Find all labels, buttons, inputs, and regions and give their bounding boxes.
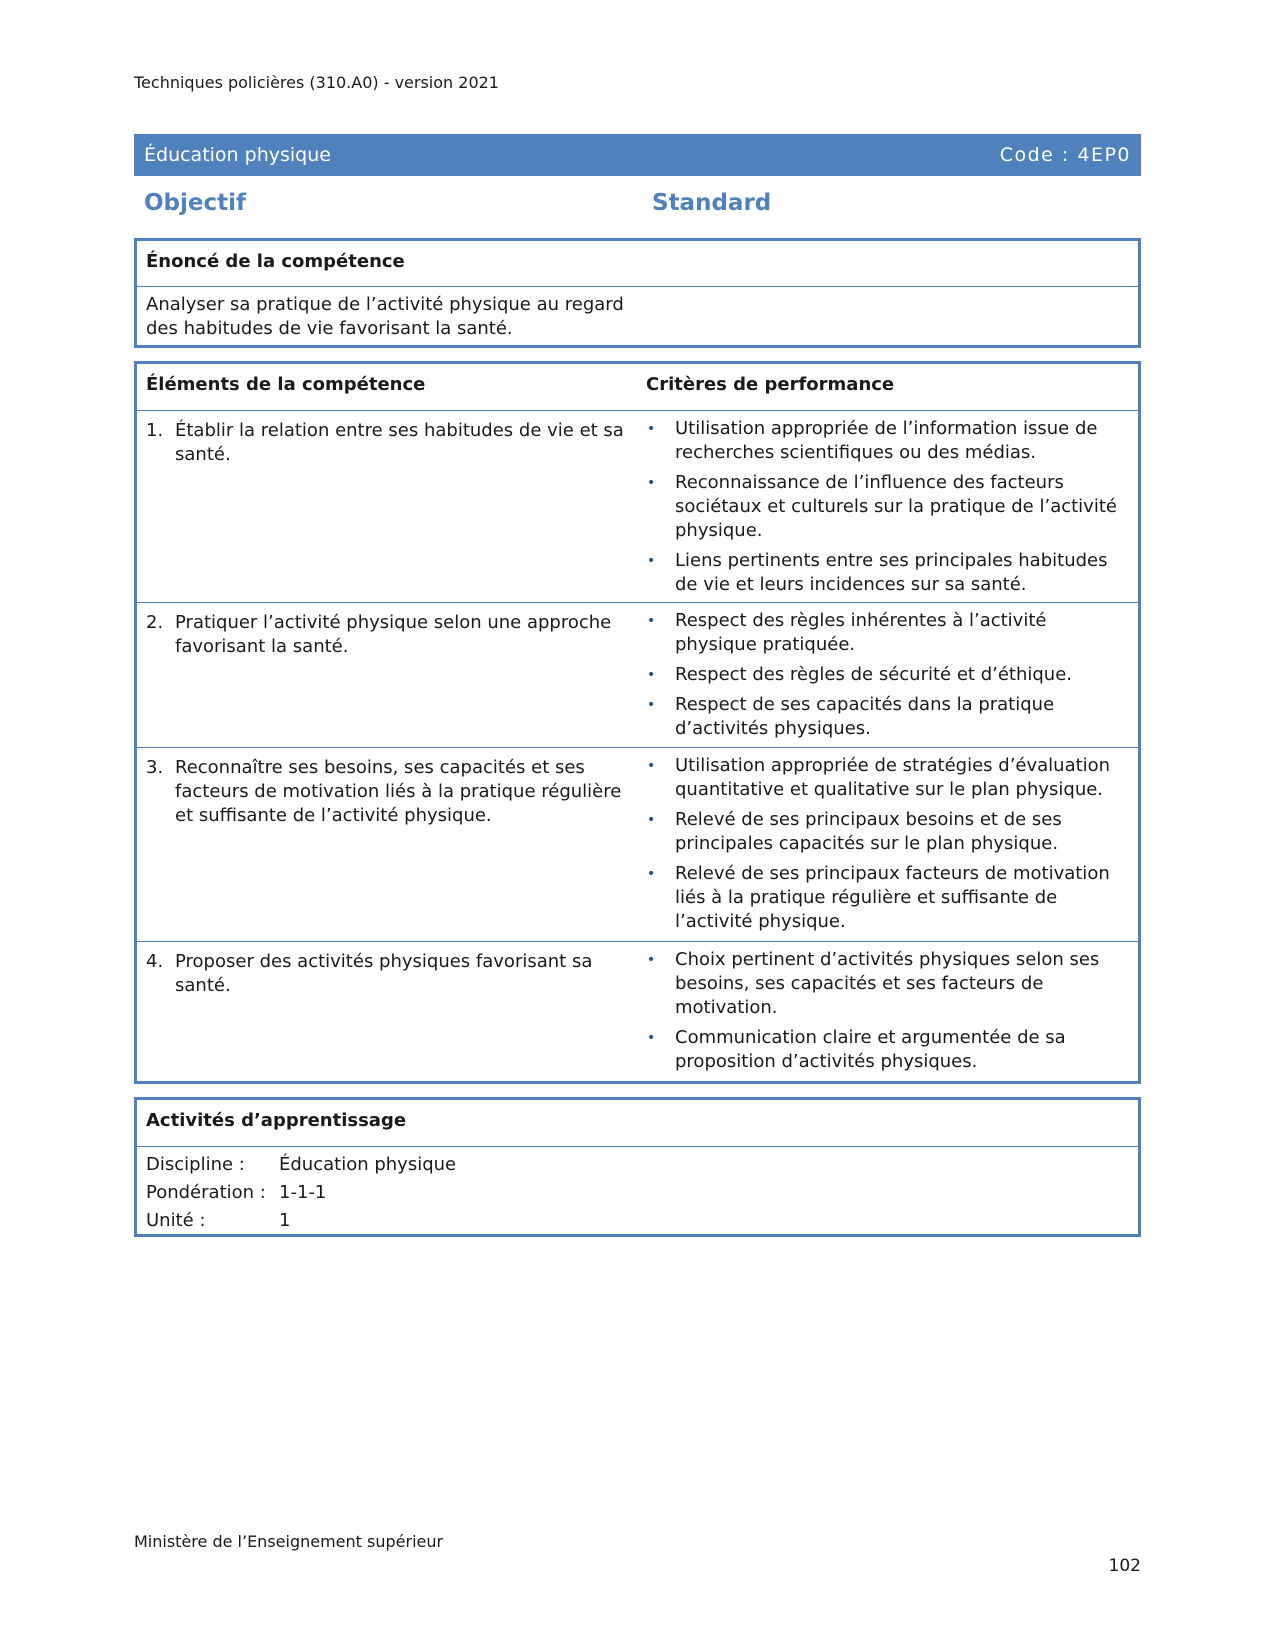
bullet-icon: • (647, 812, 656, 828)
enonce-header: Énoncé de la compétence (137, 241, 1138, 287)
table-row (137, 411, 1138, 603)
running-header: Techniques policières (310.A0) - version 2021 (134, 73, 499, 92)
critere-text: Relevé de ses principaux besoins et de ses principales capacités sur le plan physique. (675, 809, 1062, 854)
bullet-icon: • (647, 697, 656, 713)
bullet-icon: • (647, 866, 656, 882)
discipline-row (146, 1151, 1129, 1179)
criteres-cell (637, 942, 1138, 1081)
critere-text: Choix pertinent d’activités physiques selon ses besoins, ses capacités et ses facteurs de motivation. (675, 949, 1100, 1018)
element-number: 4. (146, 951, 164, 972)
element-cell (137, 603, 637, 747)
elements-header: Éléments de la compétence (146, 374, 426, 395)
activites-box (134, 1097, 1141, 1237)
critere-text: Utilisation appropriée de l’information issue de recherches scientifiques ou des médias. (675, 418, 1098, 463)
critere-text: Relevé de ses principaux facteurs de motivation liés à la pratique régulière et suffisante de l’activité physique. (675, 863, 1110, 932)
bullet-icon: • (647, 613, 656, 629)
critere-text: Reconnaissance de l’influence des facteurs sociétaux et culturels sur la pratique de l’activité physique. (675, 472, 1117, 541)
element-number: 1. (146, 420, 164, 441)
element-cell (137, 411, 637, 602)
competence-table (134, 361, 1141, 1084)
enonce-box (134, 238, 1141, 348)
element-number: 3. (146, 757, 164, 778)
critere-text: Communication claire et argumentée de sa proposition d’activités physiques. (675, 1027, 1066, 1072)
criteres-cell (637, 411, 1138, 602)
critere-item (645, 693, 1128, 741)
critere-text: Respect des règles de sécurité et d’éthique. (675, 664, 1073, 685)
critere-item (645, 1026, 1128, 1074)
critere-text: Respect des règles inhérentes à l’activité physique pratiquée. (675, 610, 1047, 655)
bullet-icon: • (647, 475, 656, 491)
critere-item (645, 948, 1128, 1020)
competence-table-header (137, 364, 1138, 411)
bullet-icon: • (647, 667, 656, 683)
criteres-cell (637, 603, 1138, 747)
activites-header: Activités d’apprentissage (137, 1100, 1138, 1147)
discipline-label: Discipline : (146, 1154, 245, 1175)
element-text: Reconnaître ses besoins, ses capacités et ses facteurs de motivation liés à la pratique régulière et suffisante de l’activité physique. (175, 757, 622, 826)
section-titles (134, 190, 1141, 222)
table-row (137, 748, 1138, 942)
critere-text: Respect de ses capacités dans la pratique d’activités physiques. (675, 694, 1055, 739)
ponderation-value: 1-1-1 (279, 1182, 327, 1203)
objectif-heading: Objectif (144, 190, 247, 216)
course-code: Code : 4EP0 (999, 144, 1131, 166)
ponderation-row (146, 1179, 1129, 1207)
bullet-icon: • (647, 421, 656, 437)
discipline-value: Éducation physique (279, 1154, 457, 1175)
bullet-icon: • (647, 1030, 656, 1046)
unite-label: Unité : (146, 1210, 206, 1231)
enonce-text: Analyser sa pratique de l’activité physique au regard des habitudes de vie favorisant la santé. (146, 294, 624, 339)
criteres-cell (637, 748, 1138, 941)
criteres-header: Critères de performance (646, 374, 895, 395)
unite-value: 1 (279, 1210, 291, 1231)
bullet-icon: • (647, 952, 656, 968)
critere-item (645, 862, 1128, 934)
activites-details (137, 1147, 1138, 1239)
element-text: Établir la relation entre ses habitudes de vie et sa santé. (175, 420, 624, 465)
critere-item (645, 754, 1128, 802)
element-number: 2. (146, 612, 164, 633)
critere-text: Liens pertinents entre ses principales habitudes de vie et leurs incidences sur sa santé. (675, 550, 1108, 595)
critere-item (645, 417, 1128, 465)
element-cell (137, 942, 637, 1081)
page-number: 102 (1108, 1556, 1141, 1576)
critere-item (645, 471, 1128, 543)
critere-item (645, 663, 1128, 687)
critere-item (645, 549, 1128, 597)
critere-item (645, 609, 1128, 657)
table-row (137, 942, 1138, 1081)
element-text: Pratiquer l’activité physique selon une approche favorisant la santé. (175, 612, 612, 657)
element-cell (137, 748, 637, 941)
bullet-icon: • (647, 758, 656, 774)
ponderation-label: Pondération : (146, 1182, 266, 1203)
element-text: Proposer des activités physiques favorisant sa santé. (175, 951, 593, 996)
critere-text: Utilisation appropriée de stratégies d’évaluation quantitative et qualitative sur le plan physique. (675, 755, 1111, 800)
bullet-icon: • (647, 553, 656, 569)
course-title-bar (134, 134, 1141, 176)
footer-ministry: Ministère de l’Enseignement supérieur (134, 1532, 444, 1551)
unite-row (146, 1207, 1129, 1235)
standard-heading: Standard (652, 190, 772, 216)
course-title: Éducation physique (144, 144, 331, 166)
table-row (137, 603, 1138, 748)
critere-item (645, 808, 1128, 856)
